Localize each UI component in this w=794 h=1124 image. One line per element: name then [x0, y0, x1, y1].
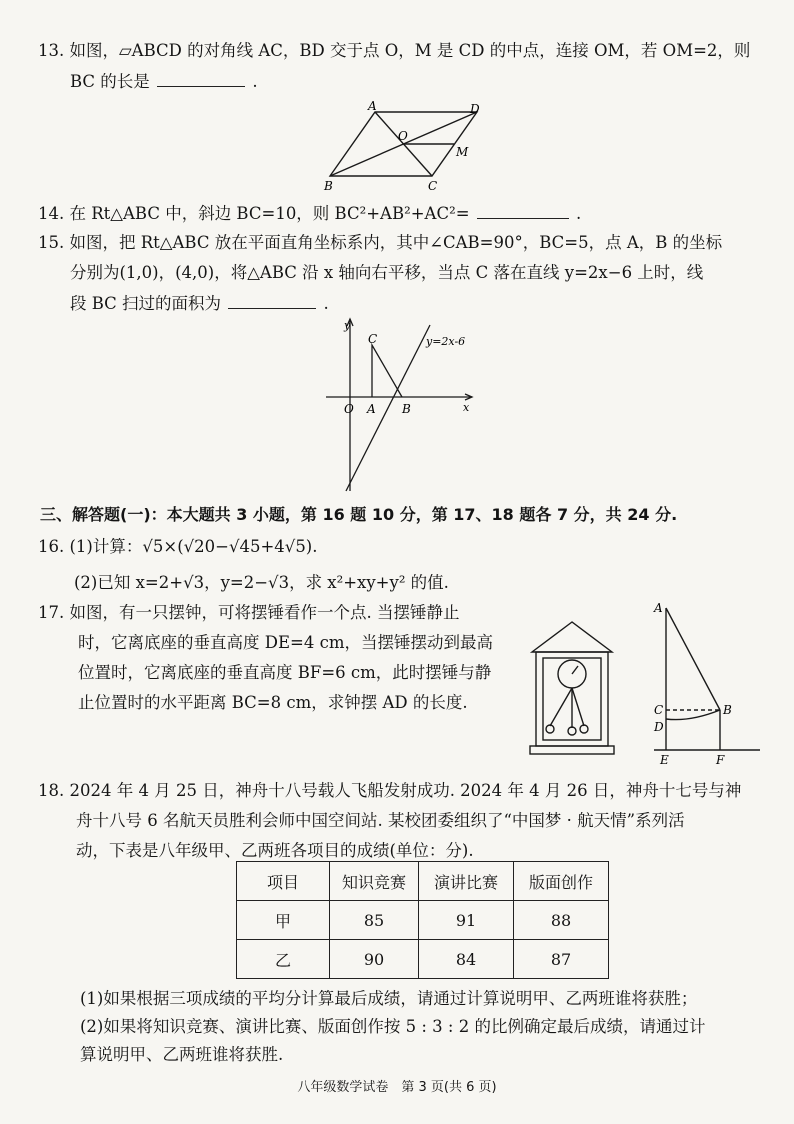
fig13-label-o: O	[398, 129, 408, 143]
fig15-label-y: y	[344, 319, 351, 332]
q14-line	[38, 202, 770, 225]
table-cell: 88	[514, 901, 609, 940]
q17-line4: 止位置时的水平距离 BC=8 cm，求钟摆 AD 的长度.	[78, 693, 468, 712]
q17-line2: 时，它离底座的垂直高度 DE=4 cm，当摆锤摆动到最高	[78, 633, 493, 652]
q16-line2: (2)已知 x=2+√3，y=2−√3，求 x²+xy+y² 的值.	[74, 573, 449, 592]
figure-coordinate-plane	[322, 315, 492, 493]
table-cell: 90	[330, 940, 419, 979]
q17-line3: 位置时，它离底座的垂直高度 BF=6 cm，此时摆锤与静	[78, 663, 492, 682]
fig17-label-f: F	[716, 753, 725, 767]
q15-line1: 15. 如图，把 Rt△ABC 放在平面直角坐标系内，其中∠CAB=90°，BC=5，点 A，B 的坐标	[38, 233, 723, 252]
fig15-label-x: x	[463, 401, 470, 414]
swing-arc	[666, 710, 720, 720]
table-cell: 91	[419, 901, 514, 940]
answer-blank-15[interactable]	[228, 292, 316, 309]
table-cell: 85	[330, 901, 419, 940]
q14-end: .	[576, 204, 582, 223]
figure-pendulum-geometry	[650, 598, 764, 768]
q18-line2: 舟十八号 6 名航天员胜利会师中国空间站. 某校团委组织了“中国梦 · 航天情”系列活	[76, 811, 685, 830]
fig13-label-b: B	[324, 179, 333, 193]
section-title: 三、解答题(一)：本大题共 3 小题，第 16 题 10 分，第 17、18 题各 7 分，共 24 分.	[40, 505, 678, 524]
segment-ab	[666, 608, 720, 710]
pendulum-bob-right	[580, 725, 588, 733]
q18-line1: 18. 2024 年 4 月 25 日，神舟十八号载人飞船发射成功. 2024 年 4 月 26 日，神舟十七号与神	[38, 781, 742, 800]
q13-line2-text: BC 的长是	[70, 72, 150, 91]
line-y-2x-6	[346, 325, 430, 491]
q15-line3-text: 段 BC 扫过的面积为	[70, 294, 222, 313]
q18-sub2b: 算说明甲、乙两班谁将获胜.	[80, 1045, 284, 1064]
fig17-label-d: D	[654, 720, 664, 734]
clock-hand	[572, 666, 578, 674]
fig13-label-c: C	[428, 179, 438, 193]
q13-line2-end: .	[252, 72, 258, 91]
q15-line2: 分别为(1,0)，(4,0)，将△ABC 沿 x 轴向右平移，当点 C 落在直线 y=2x−6 上时，线	[70, 263, 704, 282]
figure-pendulum-clock	[526, 618, 618, 758]
q18-line3: 动，下表是八年级甲、乙两班各项目的成绩(单位：分).	[76, 841, 474, 860]
answer-blank-13[interactable]	[157, 70, 245, 87]
fig13-label-d: D	[470, 102, 480, 116]
table-row	[237, 901, 609, 940]
fig17-label-e: E	[660, 753, 669, 767]
q17-line1: 17. 如图，有一只摆钟，可将摆锤看作一个点. 当摆锤静止	[38, 603, 460, 622]
q15-line3	[70, 292, 770, 315]
fig15-label-o: O	[344, 402, 354, 416]
q14-text: 14. 在 Rt△ABC 中，斜边 BC=10，则 BC²+AB²+AC²=	[38, 204, 470, 223]
table-cell: 84	[419, 940, 514, 979]
fig17-label-c: C	[654, 703, 664, 717]
pendulum-rod-left	[550, 688, 572, 726]
table-header-cell: 知识竞赛	[330, 862, 419, 901]
table-header-cell: 项目	[237, 862, 330, 901]
table-header-row	[237, 862, 609, 901]
figure-parallelogram	[320, 98, 490, 198]
pendulum-bob-center	[568, 727, 576, 735]
table-header-cell: 版面创作	[514, 862, 609, 901]
fig17-label-a: A	[654, 601, 663, 615]
fig13-label-m: M	[456, 145, 469, 159]
q18-sub2a: (2)如果将知识竞赛、演讲比赛、版面创作按 5 : 3 : 2 的比例确定最后成绩，请通过计	[80, 1017, 706, 1036]
fig15-label-a: A	[367, 402, 376, 416]
table-cell: 87	[514, 940, 609, 979]
fig17-label-b: B	[723, 703, 732, 717]
fig15-label-c: C	[368, 332, 378, 346]
table-cell: 乙	[237, 940, 330, 979]
pendulum-bob-left	[546, 725, 554, 733]
answer-blank-14[interactable]	[477, 202, 569, 219]
fig15-label-b: B	[402, 402, 411, 416]
clock-roof	[532, 622, 612, 652]
fig15-line-label: y=2x-6	[426, 335, 466, 348]
q13-line2	[70, 70, 770, 93]
table-header-cell: 演讲比赛	[419, 862, 514, 901]
table-row	[237, 940, 609, 979]
fig13-label-a: A	[368, 99, 377, 113]
table-cell: 甲	[237, 901, 330, 940]
score-table	[236, 861, 609, 979]
q15-line3-end: .	[323, 294, 329, 313]
q16-line1: 16. (1)计算：√5×(√20−√45+4√5).	[38, 537, 318, 556]
q13-line1: 13. 如图，▱ABCD 的对角线 AC，BD 交于点 O，M 是 CD 的中点，连接 OM，若 OM=2，则	[38, 41, 751, 60]
clock-base	[530, 746, 614, 754]
q18-sub1: (1)如果根据三项成绩的平均分计算最后成绩，请通过计算说明甲、乙两班谁将获胜；	[80, 989, 698, 1008]
pendulum-rod-right	[572, 688, 584, 726]
page-footer: 八年级数学试卷 第 3 页(共 6 页)	[297, 1080, 497, 1095]
